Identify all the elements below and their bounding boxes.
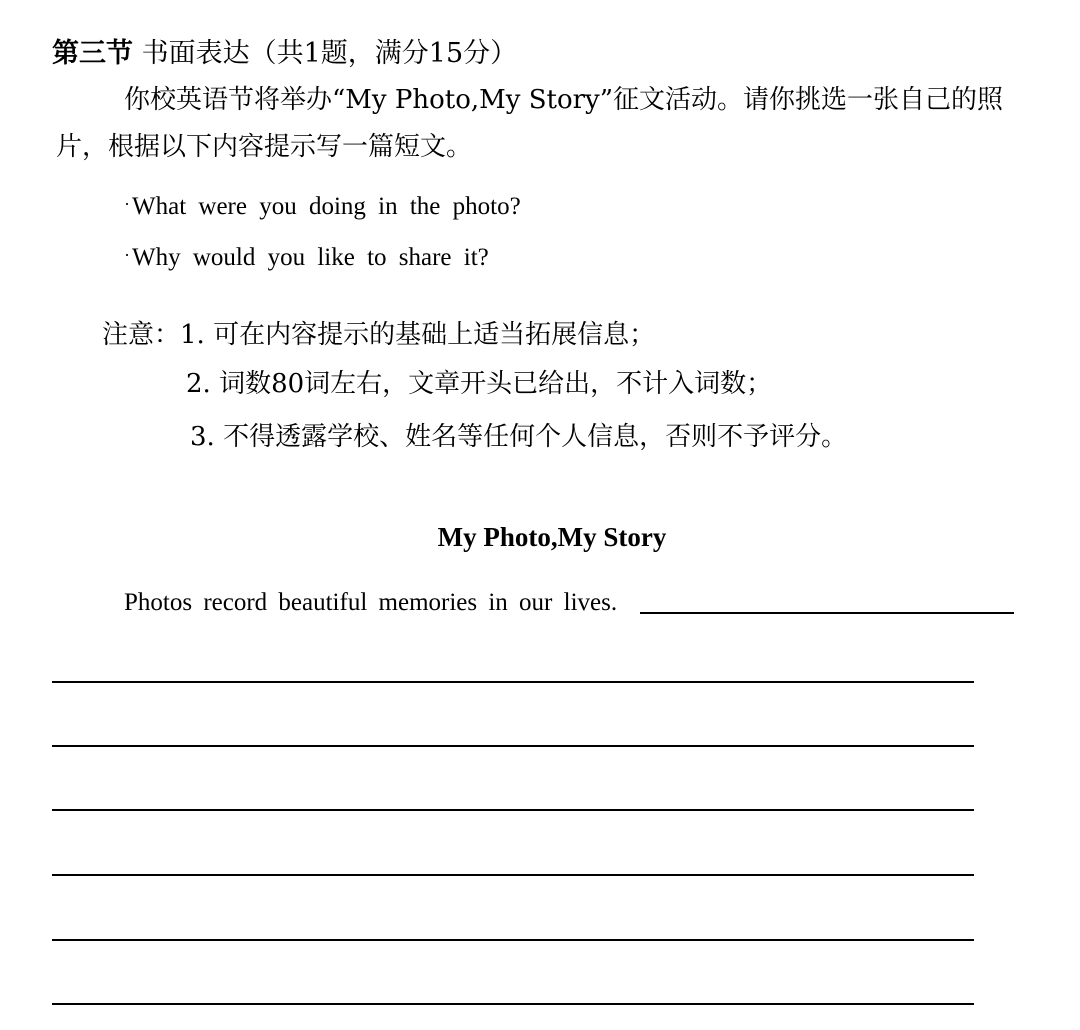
instruction-line-1: 你校英语节将举办“My Photo,My Story”征文活动。请你挑选一张自己的照	[124, 85, 1004, 115]
writing-line[interactable]	[52, 1003, 974, 1005]
writing-blank-first-line[interactable]	[640, 612, 1014, 614]
bullet-dot-icon: ·	[124, 245, 130, 265]
essay-opening-sentence: Photos record beautiful memories in our lives.	[124, 589, 618, 616]
writing-line[interactable]	[52, 874, 974, 876]
section-title: 书面表达（共1题，满分15分）	[141, 38, 518, 69]
section-heading	[52, 36, 517, 72]
writing-line[interactable]	[52, 681, 974, 683]
essay-title: My Photo,My Story	[437, 522, 667, 552]
content-prompt-2	[124, 238, 489, 275]
content-prompt-1	[124, 187, 521, 224]
instruction-line-2: 片，根据以下内容提示写一篇短文。	[56, 132, 473, 162]
writing-line[interactable]	[52, 809, 974, 811]
writing-line[interactable]	[52, 745, 974, 747]
bullet-dot-icon: ·	[124, 194, 130, 214]
note-item-1	[102, 317, 655, 353]
writing-line[interactable]	[52, 939, 974, 941]
note-label: 注意：	[102, 320, 181, 350]
prompt-text: What were you doing in the photo?	[132, 193, 521, 220]
note-item-2: 2. 词数80词左右，文章开头已给出，不计入词数；	[186, 369, 773, 399]
prompt-text: Why would you like to share it?	[132, 244, 489, 271]
section-label: 第三节	[52, 38, 133, 69]
note-item-3: 3. 不得透露学校、姓名等任何个人信息，否则不予评分。	[190, 422, 848, 452]
note-text: 1. 可在内容提示的基础上适当拓展信息；	[180, 320, 656, 350]
